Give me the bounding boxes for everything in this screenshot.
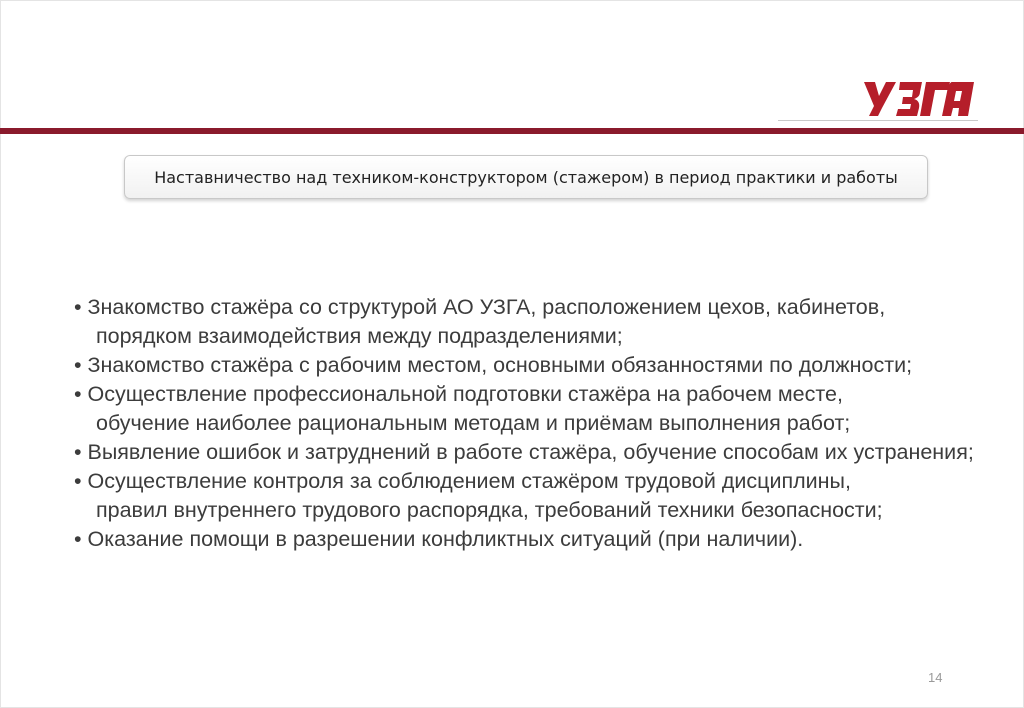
header-bar [0,128,1024,134]
bullet-item: • Знакомство стажёра со структурой АО УЗГА, расположением цехов, кабинетов, [74,295,886,319]
bullet-continuation: обучение наиболее рациональным методам и приёмам выполнения работ; [96,411,851,435]
slide-title: Наставничество над техником-конструктором (стажером) в период практики и работы [154,167,898,187]
logo-underline [778,120,978,121]
bullet-item: • Осуществление контроля за соблюдением стажёром трудовой дисциплины, [74,469,851,493]
bullet-continuation: правил внутреннего трудового распорядка, требований техники безопасности; [96,498,883,522]
bullet-item: • Знакомство стажёра с рабочим местом, основными обязанностями по должности; [74,353,913,377]
bullet-item: • Оказание помощи в разрешении конфликтных ситуаций (при наличии). [74,527,804,551]
bullet-continuation: порядком взаимодействия между подразделениями; [96,324,623,348]
page-number: 14 [928,670,943,685]
uzga-logo [862,78,978,120]
title-box [124,155,928,199]
bullet-item: • Осуществление профессиональной подготовки стажёра на рабочем месте, [74,382,843,406]
bullet-item: • Выявление ошибок и затруднений в работе стажёра, обучение способам их устранения; [74,440,974,464]
bullet-list [74,293,1024,554]
